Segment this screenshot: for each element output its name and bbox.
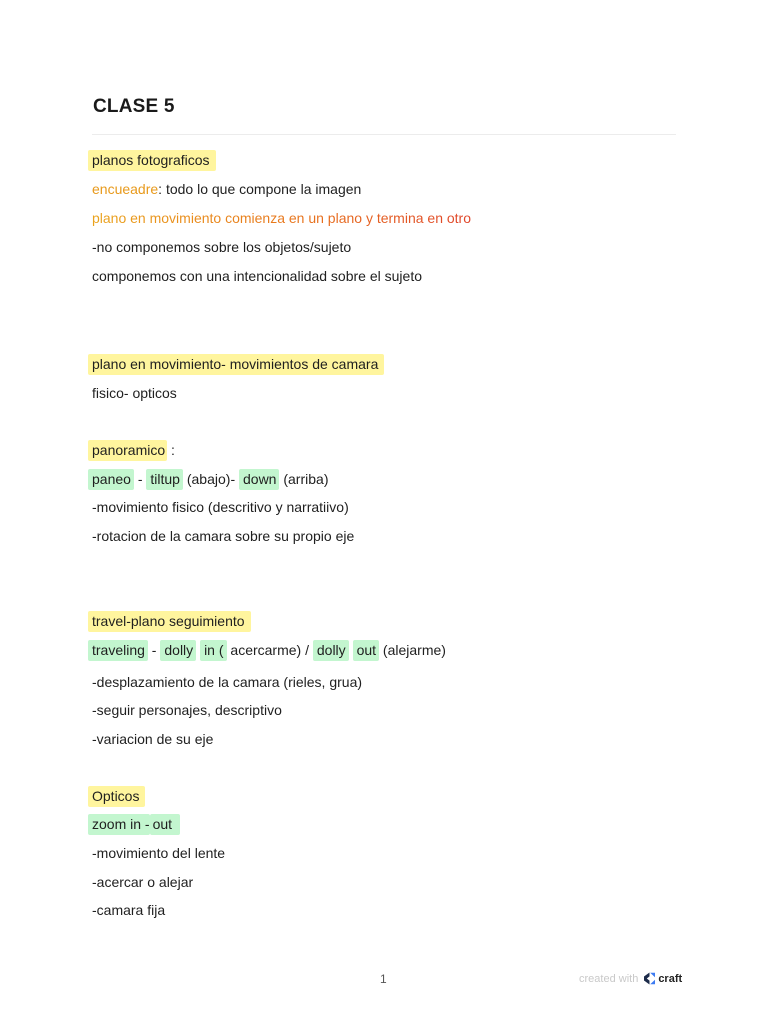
- separator: -: [133, 471, 147, 487]
- text-line: -desplazamiento de la camara (rieles, grua): [92, 674, 363, 690]
- note-abajo: (abajo)-: [182, 471, 239, 487]
- note-arriba: (arriba): [279, 471, 329, 487]
- text-line: -movimiento fisico (descritivo y narratiivo): [92, 499, 349, 515]
- text-line: fisico- opticos: [92, 385, 177, 401]
- term-tiltup: tiltup: [146, 469, 183, 490]
- panoramico-terms-line: [92, 469, 328, 489]
- page-number: 1: [380, 972, 387, 986]
- section-opticos-heading-line: [92, 786, 145, 806]
- text-line: -camara fija: [92, 902, 166, 918]
- section-panoramico-heading: panoramico: [88, 440, 167, 461]
- separator: -: [147, 642, 161, 658]
- section-planos-heading-line: [92, 150, 216, 170]
- note-alejarme: (alejarme): [379, 642, 446, 658]
- term-paneo: paneo: [88, 469, 134, 490]
- section-opticos-heading: Opticos: [88, 786, 145, 807]
- text-line: -movimiento del lente: [92, 845, 226, 861]
- text-line: -variacion de su eje: [92, 731, 214, 747]
- encuadre-definition: : todo lo que compone la imagen: [158, 181, 362, 197]
- term-traveling: traveling: [88, 640, 148, 661]
- term-out: out: [353, 640, 379, 661]
- note-acercarme: acercarme) /: [226, 642, 313, 658]
- section-panoramico-heading-line: [92, 440, 175, 460]
- gradient-text: plano en movimiento comienza en un plano y termina en otro: [92, 210, 471, 226]
- term-out: out: [150, 814, 180, 835]
- craft-logo-icon: [643, 972, 656, 985]
- term-in: in (: [200, 640, 226, 661]
- section-planos-heading: planos fotograficos: [88, 150, 216, 171]
- created-with-footer: [579, 972, 682, 985]
- text-line: -acercar o alejar: [92, 874, 194, 890]
- section-movimiento-heading: plano en movimiento- movimientos de camara: [88, 354, 384, 375]
- text-line: componemos con una intencionalidad sobre el sujeto: [92, 268, 422, 284]
- term-down: down: [239, 469, 279, 490]
- text-line: -seguir personajes, descriptivo: [92, 702, 282, 718]
- title-divider: [92, 134, 676, 135]
- text-line: -rotacion de la camara sobre su propio eje: [92, 528, 355, 544]
- encuadre-term: encueadre: [92, 181, 159, 197]
- heading-suffix: :: [167, 442, 175, 458]
- section-travel-heading-line: [92, 611, 251, 631]
- text-line: -no componemos sobre los objetos/sujeto: [92, 239, 352, 255]
- term-zoom-in: zoom in -: [88, 814, 150, 835]
- term-dolly: dolly: [160, 640, 196, 661]
- section-movimiento-heading-line: [92, 354, 384, 374]
- travel-terms-line: [92, 640, 446, 660]
- section-travel-heading: travel-plano seguimiento: [88, 611, 251, 632]
- craft-brand: craft: [658, 973, 683, 985]
- gradient-line: [92, 208, 471, 228]
- term-dolly-2: dolly: [313, 640, 349, 661]
- created-with-label: created with: [579, 973, 639, 985]
- opticos-terms-line: [92, 814, 180, 834]
- encuadre-line: [92, 179, 361, 199]
- page-title: CLASE 5: [93, 96, 175, 117]
